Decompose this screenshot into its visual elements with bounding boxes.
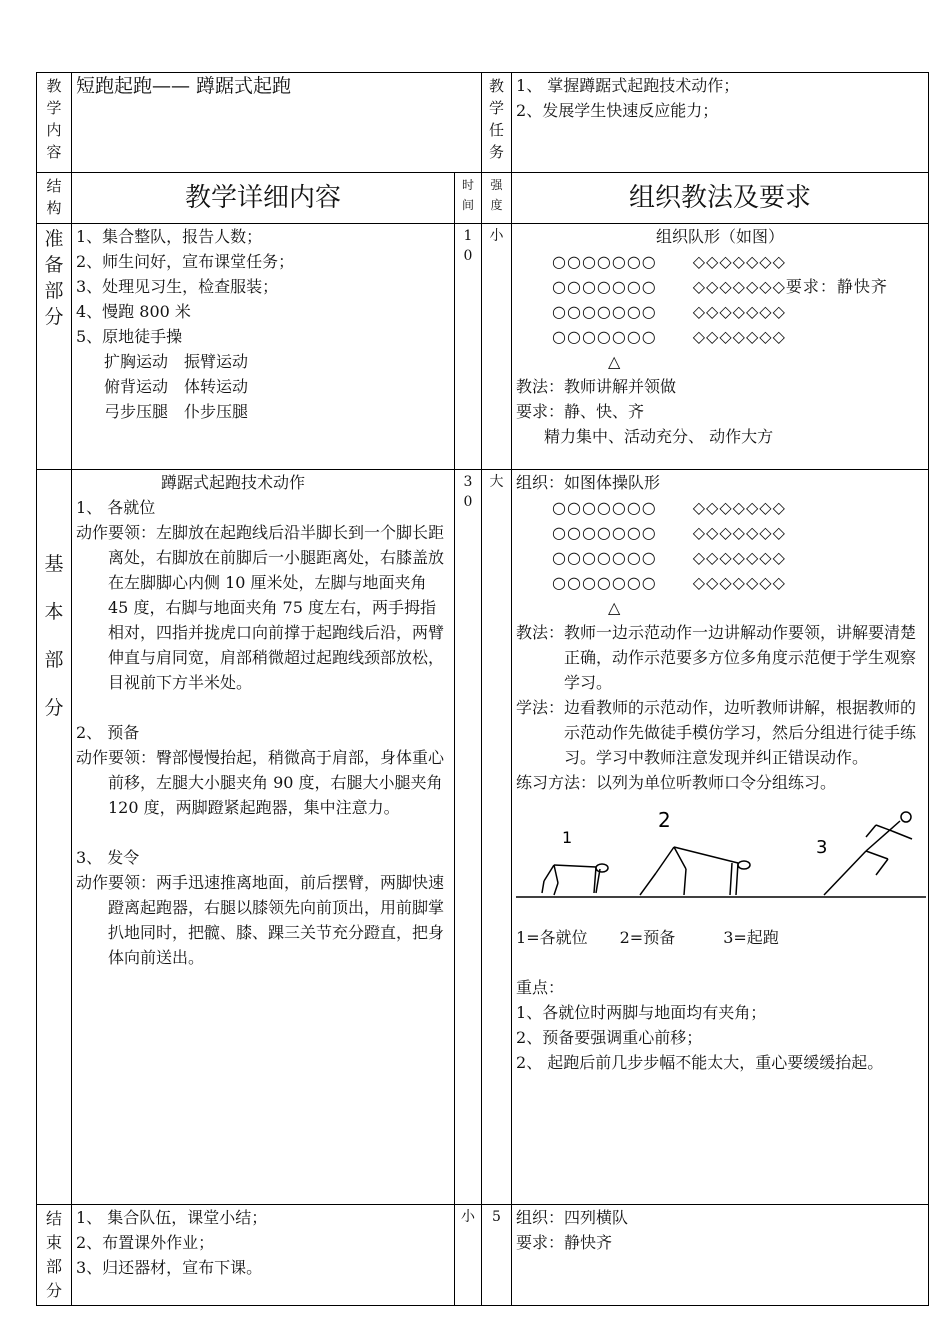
formation-note: 要求：静快齐 — [785, 277, 888, 296]
end-intensity: 小 — [455, 1205, 482, 1306]
step2-text: 动作要领：臀部慢慢抬起，稍微高于肩部，身体重心前移，左腿大小腿夹角 90 度，右腿大小腿夹角 120 度，两脚蹬紧起跑器，集中注意力。 — [76, 748, 445, 817]
end-content — [72, 1205, 455, 1306]
step1-text: 动作要领：左脚放在起跑线后沿半脚长到一个脚长距离处，右脚放在前脚后一小腿距离处，右膝盖放在左脚脚心内侧 10 厘米处，左脚与地面夹角 45 度，右脚与地面夹角 75 度左右，两手拇指相对，四指并拢虎口向前撑于起跑线后沿，两臂伸直与肩同宽，肩部稍微超过起跑线颈部放松，目视前下方半米处。 — [76, 523, 445, 692]
end-requirement: 要求：静快齐 — [516, 1233, 613, 1252]
sprint-start-figure — [516, 803, 926, 913]
basic-title: 蹲踞式起跑技术动作 — [160, 473, 305, 492]
vertical-label: 结 束 部 分 — [45, 1209, 62, 1300]
formation-circles: ○○○○○○○ — [552, 498, 657, 517]
formation-circles: ○○○○○○○ — [552, 302, 657, 321]
vertical-label: 强 度 — [490, 178, 503, 212]
content-label — [37, 73, 72, 173]
prep-item: 2、师生问好，宣布课堂任务； — [76, 252, 295, 271]
prep-content — [72, 224, 455, 470]
formation-diamonds: ◇◇◇◇◇◇◇ — [692, 302, 786, 321]
formation-diamonds: ◇◇◇◇◇◇◇ — [692, 277, 786, 296]
prep-time — [455, 224, 482, 470]
key-title: 重点： — [516, 978, 565, 997]
prep-item: 5、原地徒手操 — [76, 327, 183, 346]
vertical-label: 1 0 — [463, 228, 473, 264]
prep-row — [37, 224, 929, 470]
step3-title: 3、 发令 — [76, 848, 140, 867]
prep-organization — [512, 224, 929, 470]
vertical-label: 准 备 部 分 — [44, 228, 64, 328]
figure-caption: 1=各就位 2=预备 3=起跑 — [516, 928, 779, 947]
exercise-line: 扩胸运动 振臂运动 — [104, 352, 249, 371]
basic-learn: 学法：边看教师的示范动作，边听教师讲解，根据教师的示范动作先做徒手模仿学习，然后分组进行徒手练习。学习中教师注意发现并纠正错误动作。 — [516, 698, 917, 767]
column-header-row — [37, 173, 929, 224]
basic-teach: 教法：教师一边示范动作一边讲解动作要领，讲解要清楚正确，动作示范要多方位多角度示范便于学生观察学习。 — [516, 623, 917, 692]
formation-diamonds: ◇◇◇◇◇◇◇ — [692, 548, 786, 567]
formation-circles: ○○○○○○○ — [552, 548, 657, 567]
formation-diamonds: ◇◇◇◇◇◇◇ — [692, 498, 786, 517]
prep-item: 3、处理见习生，检查服装； — [76, 277, 279, 296]
end-item: 3、归还器材，宣布下课。 — [76, 1258, 263, 1277]
vertical-label: 结 构 — [46, 177, 62, 217]
end-time: 5 — [482, 1205, 512, 1306]
formation-diamonds: ◇◇◇◇◇◇◇ — [692, 573, 786, 592]
formation-title: 组织队形（如图） — [656, 227, 785, 246]
step3-text: 动作要领：两手迅速推离地面，前后摆臂，两脚快速蹬离起跑器，右腿以膝领先向前顶出，用前脚掌扒地同时，把髋、膝、踝三关节充分蹬直，把身体向前送出。 — [76, 873, 445, 967]
header-row — [37, 73, 929, 173]
exercise-line: 俯背运动 体转运动 — [104, 377, 249, 396]
end-row — [37, 1205, 929, 1306]
vertical-label: 教 学 内 容 — [46, 77, 62, 161]
formation-circles: ○○○○○○○ — [552, 277, 657, 296]
end-item: 1、 集合队伍，课堂小结； — [76, 1208, 268, 1227]
basic-intensity: 大 — [482, 470, 512, 1205]
task-item: 2、发展学生快速反应能力； — [516, 101, 719, 120]
content-value: 短跑起跑—— 蹲踞式起跑 — [72, 73, 482, 173]
prep-item: 4、慢跑 800 米 — [76, 302, 191, 321]
basic-organization — [512, 470, 929, 1205]
figure-number-2: 2 — [658, 808, 671, 832]
runner-set-icon — [640, 847, 750, 895]
task-list — [512, 73, 929, 173]
basic-content — [72, 470, 455, 1205]
formation-diagram — [516, 495, 924, 620]
basic-row — [37, 470, 929, 1205]
key-point: 1、各就位时两脚与地面均有夹角； — [516, 1003, 767, 1022]
lesson-plan-table — [36, 72, 929, 1306]
vertical-label: 基 本 部 分 — [44, 553, 64, 719]
task-label — [482, 73, 512, 173]
vertical-label: 3 0 — [463, 474, 473, 510]
formation-diamonds: ◇◇◇◇◇◇◇ — [692, 523, 786, 542]
runner-go-icon — [824, 812, 912, 895]
formation-circles: ○○○○○○○ — [552, 523, 657, 542]
teacher-triangle-icon: △ — [608, 598, 621, 617]
formation-circles: ○○○○○○○ — [552, 327, 657, 346]
prep-method: 教法：教师讲解并领做 — [516, 377, 677, 396]
end-organization — [512, 1205, 929, 1306]
formation-diamonds: ◇◇◇◇◇◇◇ — [692, 327, 786, 346]
basic-practice: 练习方法：以列为单位听教师口令分组练习。 — [516, 773, 837, 792]
prep-requirement: 要求：静、快、齐 — [516, 402, 645, 421]
prep-label — [37, 224, 72, 470]
basic-org: 组织：如图体操队形 — [516, 473, 661, 492]
task-item: 1、 掌握蹲踞式起跑技术动作； — [516, 76, 740, 95]
figure-number-3: 3 — [816, 837, 828, 858]
teacher-triangle-icon: △ — [608, 352, 621, 371]
key-point: 2、 起跑后前几步步幅不能太大，重心要缓缓抬起。 — [516, 1053, 884, 1072]
col-organization: 组织教法及要求 — [512, 173, 929, 224]
prep-item: 1、集合整队，报告人数； — [76, 227, 263, 246]
col-structure — [37, 173, 72, 224]
lesson-plan-sheet — [36, 72, 928, 1306]
end-org: 组织：四列横队 — [516, 1208, 629, 1227]
col-detail: 教学详细内容 — [72, 173, 455, 224]
runner-on-marks-icon — [542, 864, 608, 895]
end-item: 2、布置课外作业； — [76, 1233, 215, 1252]
formation-diamonds: ◇◇◇◇◇◇◇ — [692, 252, 786, 271]
step1-title: 1、 各就位 — [76, 498, 156, 517]
prep-intensity: 小 — [482, 224, 512, 470]
vertical-label: 教 学 任 务 — [489, 77, 505, 161]
formation-circles: ○○○○○○○ — [552, 573, 657, 592]
formation-diagram — [516, 249, 924, 374]
formation-circles: ○○○○○○○ — [552, 252, 657, 271]
basic-time — [455, 470, 482, 1205]
exercise-line: 弓步压腿 仆步压腿 — [104, 402, 249, 421]
key-point: 2、预备要强调重心前移； — [516, 1028, 703, 1047]
col-intensity — [482, 173, 512, 224]
step2-title: 2、 预备 — [76, 723, 140, 742]
figure-number-1: 1 — [562, 828, 573, 847]
col-time — [455, 173, 482, 224]
end-label — [37, 1205, 72, 1306]
basic-label — [37, 470, 72, 1205]
vertical-label: 时 间 — [462, 178, 475, 212]
prep-requirement-detail: 精力集中、活动充分、 动作大方 — [544, 427, 774, 446]
